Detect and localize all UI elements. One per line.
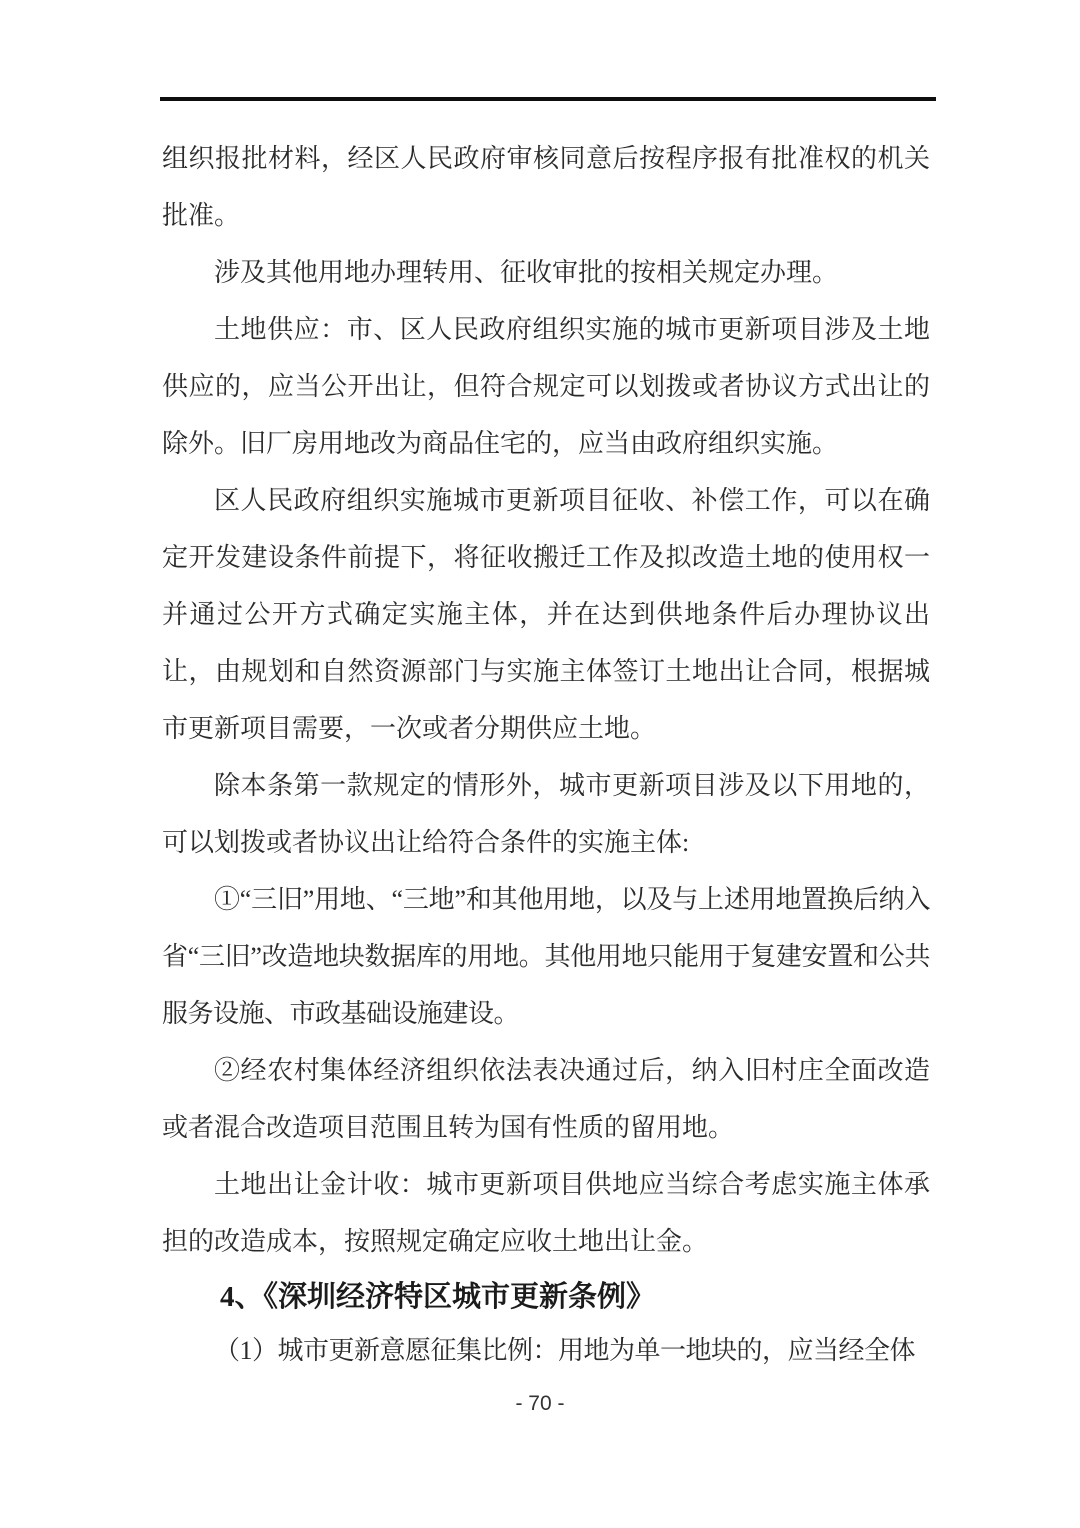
header-rule <box>160 97 936 101</box>
list-item-1: ①“三旧”用地、“三地”和其他用地，以及与上述用地置换后纳入省“三旧”改造地块数据库的用地。其他用地只能用于复建安置和公共服务设施、市政基础设施建设。 <box>162 885 930 1028</box>
section-heading: 4、《深圳经济特区城市更新条例》 <box>220 1281 656 1313</box>
paragraph: 区人民政府组织实施城市更新项目征收、补偿工作，可以在确定开发建设条件前提下，将征收搬迁工作及拟改造土地的使用权一并通过公开方式确定实施主体，并在达到供地条件后办理协议出让，由规划和自然资源部门与实施主体签订土地出让合同，根据城市更新项目需要，一次或者分期供应土地。 <box>162 486 930 743</box>
list-item-2: ②经农村集体经济组织依法表决通过后，纳入旧村庄全面改造或者混合改造项目范围且转为国有性质的留用地。 <box>162 1056 930 1142</box>
paragraph-item-1: （1）城市更新意愿征集比例：用地为单一地块的，应当经全体 <box>214 1336 916 1365</box>
document-body <box>162 130 930 1379</box>
paragraph: 涉及其他用地办理转用、征收审批的按相关规定办理。 <box>214 258 839 287</box>
paragraph: 除本条第一款规定的情形外，城市更新项目涉及以下用地的，可以划拨或者协议出让给符合条件的实施主体: <box>162 771 930 857</box>
paragraph-continuation-top: 组织报批材料，经区人民政府审核同意后按程序报有批准权的机关批准。 <box>162 144 930 230</box>
paragraph-land-transfer-fee: 土地出让金计收：城市更新项目供地应当综合考虑实施主体承担的改造成本，按照规定确定应收土地出让金。 <box>162 1170 930 1256</box>
paragraph-land-supply: 土地供应：市、区人民政府组织实施的城市更新项目涉及土地供应的，应当公开出让，但符合规定可以划拨或者协议方式出让的除外。旧厂房用地改为商品住宅的，应当由政府组织实施。 <box>162 315 930 458</box>
page-number: - 70 - <box>515 1392 565 1415</box>
